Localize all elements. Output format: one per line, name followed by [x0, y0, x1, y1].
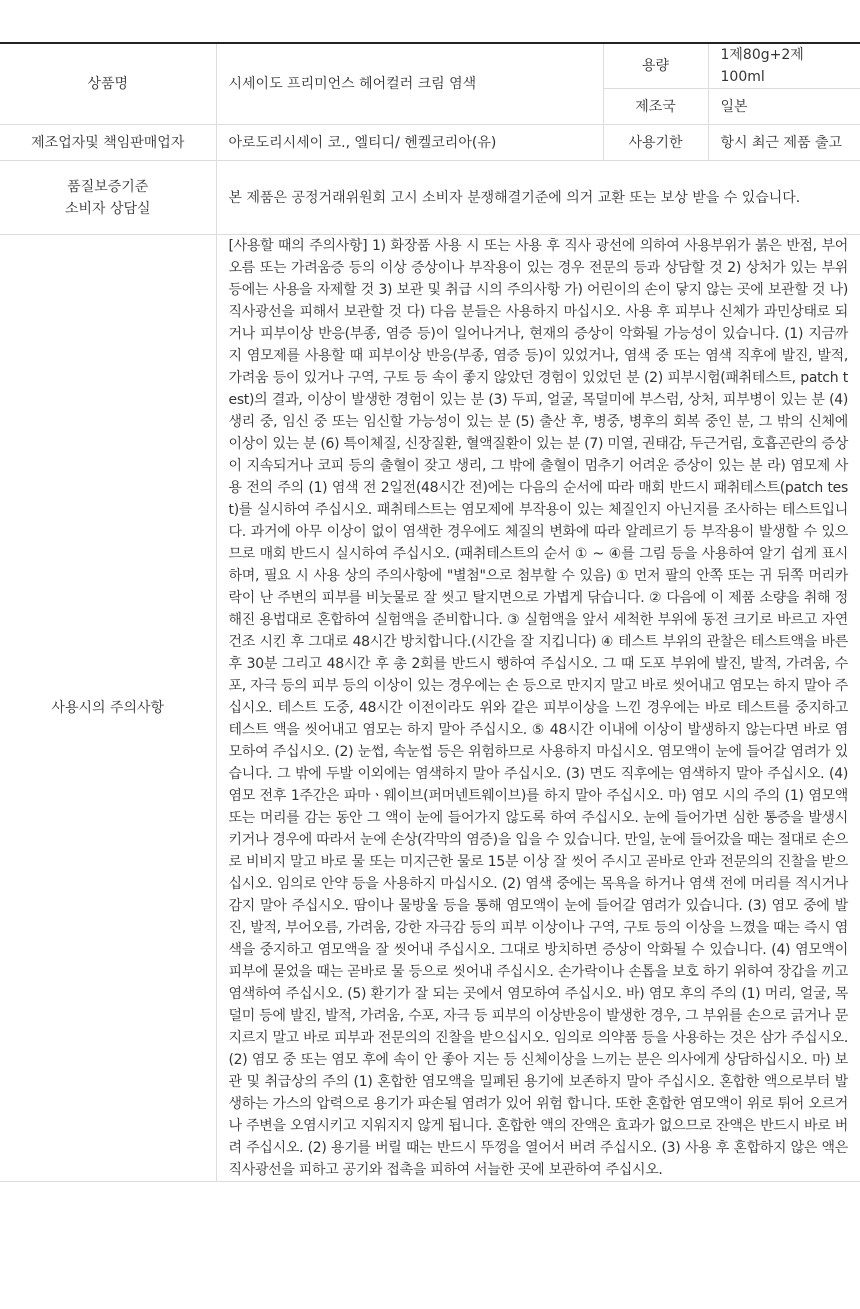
- capacity-value: 1제80g+2제 100ml: [708, 43, 860, 89]
- capacity-label: 용량: [603, 43, 708, 89]
- quality-label-line2: 소비자 상담실: [64, 200, 151, 217]
- expiry-value: 항시 최근 제품 출고: [708, 125, 860, 161]
- expiry-label: 사용기한: [603, 125, 708, 161]
- row-product-name: [0, 43, 860, 89]
- quality-value: 본 제품은 공정거래위원회 고시 소비자 분쟁해결기준에 의거 교환 또는 보상 받을 수 있습니다.: [216, 161, 860, 235]
- product-name-value: 시세이도 프리미언스 헤어컬러 크림 염색: [216, 43, 603, 125]
- manufacturer-value: 아로도리시세이 코., 엘티디/ 헨켈코리아(유): [216, 125, 603, 161]
- quality-label-line1: 품질보증기준: [67, 178, 149, 195]
- product-name-label: 상품명: [0, 43, 216, 125]
- product-info-table: [0, 42, 860, 1182]
- caution-text: [사용할 때의 주의사항] 1) 화장품 사용 시 또는 사용 후 직사 광선에 의하여 사용부위가 붉은 반점, 부어오름 또는 가려움증 등의 이상 증상이나 부작용이 있는 경우 전문의 등과 상담할 것 2) 상처가 있는 부위 등에는 사용을 자제할 것 3) 보관 및 취급 시의 주의사항 가) 어린이의 손이 닿지 않는 곳에 보관할 것 나) 직사광선을 피해서 보관할 것 다) 다음 분들은 사용하지 마십시오. 사용 후 피부나 신체가 과민상태로 되거나 피부이상 반응(부종, 염증 등)이 일어나거나, 현재의 증상이 악화될 가능성이 있습니다. (1) 지금까지 염모제를 사용할 때 피부이상 반응(부종, 염증 등)이 있었거나, 염색 중 또는 염색 직후에 발진, 발적, 가려움 등이 있거나 구역, 구토 등 속이 좋지 않았던 경험이 있었던 분 (2) 피부시험(패취테스트, patch test)의 결과, 이상이 발생한 경험이 있는 분 (3) 두피, 얼굴, 목덜미에 부스럼, 상처, 피부병이 있는 분 (4) 생리 중, 임신 중 또는 임신할 가능성이 있는 분 (5) 출산 후, 병중, 병후의 회복 중인 분, 그 밖의 신체에 이상이 있는 분 (6) 특이체질, 신장질환, 혈액질환이 있는 분 (7) 미열, 권태감, 두근거림, 호흡곤란의 증상이 지속되거나 코피 등의 출혈이 잦고 생리, 그 밖에 출혈이 멈추기 어려운 증상이 있는 분 라) 염모제 사용 전의 주의 (1) 염색 전 2일전(48시간 전)에는 다음의 순서에 따라 매회 반드시 패취테스트(patch test)를 실시하여 주십시오. 패취테스트는 염모제에 부작용이 있는 체질인지 아닌지를 조사하는 테스트입니다. 과거에 아무 이상이 없이 염색한 경우에도 체질의 변화에 따라 알레르기 등 부작용이 발생할 수 있으므로 매회 반드시 실시하여 주십시오. (패취테스트의 순서 ① ~ ④를 그림 등을 사용하여 알기 쉽게 표시하며, 필요 시 사용 상의 주의사항에 "별첨"으로 첨부할 수 있음) ① 먼저 팔의 안쪽 또는 귀 뒤쪽 머리카락이 난 주변의 피부를 비눗물로 잘 씻고 탈지면으로 가볍게 닦습니다. ② 다음에 이 제품 소량을 취해 정해진 용법대로 혼합하여 실험액을 준비합니다. ③ 실험액을 앞서 세척한 부위에 동전 크기로 바르고 자연건조 시킨 후 그대로 48시간 방치합니다.(시간을 잘 지킵니다) ④ 테스트 부위의 관찰은 테스트액을 바른 후 30분 그리고 48시간 후 총 2회를 반드시 행하여 주십시오. 그 때 도포 부위에 발진, 발적, 가려움, 수포, 자극 등의 피부 등의 이상이 있는 경우에는 손 등으로 만지지 말고 바로 씻어내고 염모는 하지 말아 주십시오. 테스트 도중, 48시간 이전이라도 위와 같은 피부이상을 느낀 경우에는 바로 테스트를 중지하고 테스트 액을 씻어내고 염모는 하지 말아 주십시오. ⑤ 48시간 이내에 이상이 발생하지 않는다면 바로 염모하여 주십시오. (2) 눈썹, 속눈썹 등은 위험하므로 사용하지 마십시오. 염모액이 눈에 들어갈 염려가 있습니다. 그 밖에 두발 이외에는 염색하지 말아 주십시오. (3) 면도 직후에는 염색하지 말아 주십시오. (4) 염모 전후 1주간은 파마ㆍ웨이브(퍼머넨트웨이브)를 하지 말아 주십시오. 마) 염모 시의 주의 (1) 염모액 또는 머리를 감는 동안 그 액이 눈에 들어가지 않도록 하여 주십시오. 눈에 들어가면 심한 통증을 발생시키거나 경우에 따라서 눈에 손상(각막의 염증)을 입을 수 있습니다. 만일, 눈에 들어갔을 때는 절대로 손으로 비비지 말고 바로 물 또는 미지근한 물로 15분 이상 잘 씻어 주시고 곧바로 안과 전문의의 진찰을 받으십시오. 임의로 안약 등을 사용하지 마십시오. (2) 염색 중에는 목욕을 하거나 염색 전에 머리를 적시거나 감지 말아 주십시오. 땀이나 물방울 등을 통해 염모액이 눈에 들어갈 염려가 있습니다. (3) 염모 중에 발진, 발적, 부어오름, 가려움, 강한 자극감 등의 피부 이상이나 구역, 구토 등의 이상을 느꼈을 때는 즉시 염색을 중지하고 염모액을 잘 씻어내 주십시오. 그대로 방치하면 증상이 악화될 수 있습니다. (4) 염모액이 피부에 묻었을 때는 곧바로 물 등으로 씻어내 주십시오. 손가락이나 손톱을 보호 하기 위하여 장갑을 끼고 염색하여 주십시오. (5) 환기가 잘 되는 곳에서 염모하여 주십시오. 바) 염모 후의 주의 (1) 머리, 얼굴, 목덜미 등에 발진, 발적, 가려움, 수포, 자극 등 피부의 이상반응이 발생한 경우, 그 부위를 손으로 긁거나 문지르지 말고 바로 피부과 전문의의 진찰을 받으십시오. 임의로 의약품 등을 사용하는 것은 삼가 주십시오. (2) 염모 중 또는 염모 후에 속이 안 좋아 지는 등 신체이상을 느끼는 분은 의사에게 상담하십시오. 마) 보관 및 취급상의 주의 (1) 혼합한 염모액을 밀폐된 용기에 보존하지 말아 주십시오. 혼합한 액으로부터 발생하는 가스의 압력으로 용기가 파손될 염려가 있어 위험 합니다. 또한 혼합한 염모액이 위로 튀어 오르거나 주변을 오염시키고 지워지지 않게 됩니다. 혼합한 액의 잔액은 효과가 없으므로 잔액은 반드시 바로 버려 주십시오. (2) 용기를 버릴 때는 반드시 뚜껑을 열어서 버려 주십시오. (3) 사용 후 혼합하지 않은 액은 직사광선을 피하고 공기와 접촉을 피하여 서늘한 곳에 보관하여 주십시오.: [216, 235, 860, 1182]
- origin-label: 제조국: [603, 89, 708, 125]
- row-quality: [0, 161, 860, 235]
- row-caution: [0, 235, 860, 1182]
- origin-value: 일본: [708, 89, 860, 125]
- caution-label: 사용시의 주의사항: [0, 235, 216, 1182]
- manufacturer-label: 제조업자및 책임판매업자: [0, 125, 216, 161]
- quality-label: [0, 161, 216, 235]
- row-manufacturer: [0, 125, 860, 161]
